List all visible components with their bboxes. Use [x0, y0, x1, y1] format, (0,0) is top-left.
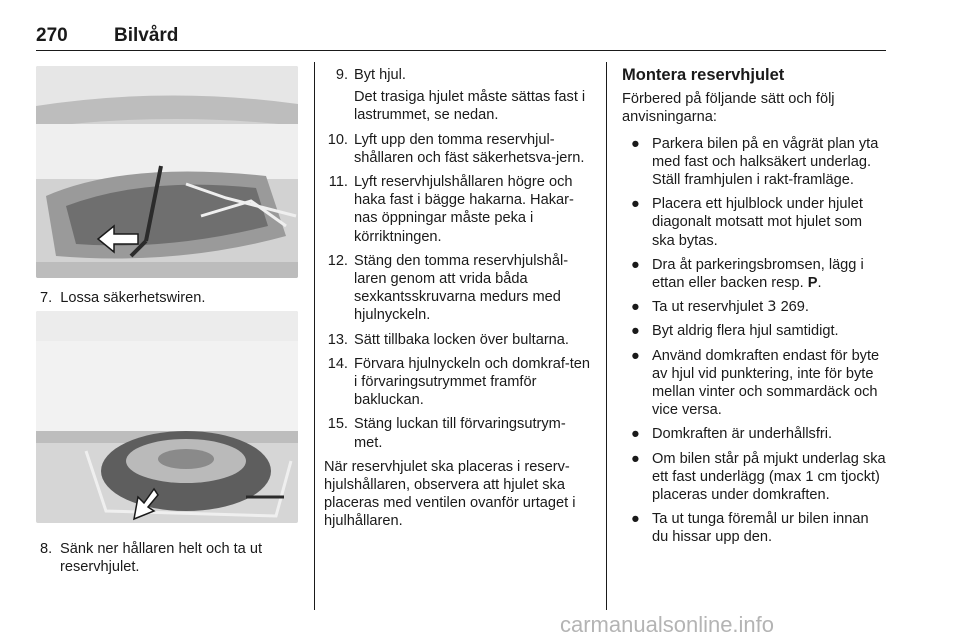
step-text: Stäng den tomma reservhjulshål-laren genom att vrida båda sexkantsskruvarna medurs med hjulnyckeln.: [354, 252, 569, 324]
caption-text: Sänk ner hållaren helt och ta ut reservhjulet.: [60, 541, 263, 576]
right-column: [622, 66, 888, 553]
figure-lower-carrier-illustration: [36, 311, 298, 523]
bullet-item: [622, 135, 888, 190]
caption-step-7: [40, 289, 205, 307]
step-number: 11.: [328, 174, 348, 191]
bullet-text: Placera ett hjulblock under hjulet diagonalt motsatt mot hjulet som ska bytas.: [652, 196, 863, 249]
bullet-icon: ●: [631, 323, 640, 340]
step-item: [324, 173, 592, 246]
section-heading: Montera reservhjulet: [622, 66, 785, 84]
step-text: Sätt tillbaka locken över bultarna.: [354, 331, 569, 348]
step-item: [324, 131, 592, 167]
bullet-icon: ●: [631, 256, 640, 273]
step-number: 9.: [335, 67, 348, 83]
bullet-text: Byt aldrig flera hjul samtidigt.: [652, 323, 839, 340]
section-intro: Förbered på följande sätt och följ anvisningarna:: [622, 91, 835, 126]
bullet-text: Dra åt parkeringsbromsen, lägg i ettan eller backen resp.: [652, 256, 864, 292]
step-text: Stäng luckan till förvaringsutrym-met.: [354, 416, 566, 451]
bullet-item: [622, 347, 888, 420]
bullet-icon: ●: [631, 426, 640, 443]
page-reference-arrow-icon: 3: [767, 298, 777, 316]
page-title: Bilvård: [114, 25, 179, 46]
bullet-item: [622, 510, 888, 546]
gear-letter: P: [807, 275, 818, 292]
bullet-icon: ●: [631, 347, 640, 364]
placement-note: När reservhjulet ska placeras i reserv-hjulshållaren, observera att hjulet ska placeras med ventilen ovanför urtaget i hjulhållaren.: [324, 458, 576, 530]
bullet-item: [622, 450, 888, 505]
step-subtext: Det trasiga hjulet måste sättas fast i lastrummet, se nedan.: [354, 89, 586, 124]
bullet-icon: ●: [631, 299, 640, 316]
step-number: 10.: [327, 131, 348, 148]
bullet-item: [622, 322, 888, 340]
step-text: Byt hjul.: [354, 67, 406, 83]
figure-safety-wire-illustration: [36, 66, 298, 278]
bullet-icon: ●: [631, 450, 640, 467]
step-number: 15.: [327, 416, 348, 433]
bullet-text: Använd domkraften endast för byte av hjul vid punktering, inte för byte mellan vinter och sommardäck och vice versa.: [652, 347, 880, 419]
caption-text: Lossa säkerhetswiren.: [60, 290, 206, 306]
bullet-text: Om bilen står på mjukt underlag ska ett fast underlägg (max 1 cm tjockt) placeras under domkraften.: [652, 450, 886, 504]
bullet-icon: ●: [631, 511, 640, 528]
bullet-text: Parkera bilen på en vågrät plan yta med fast och halksäkert underlag. Ställ framhjulen i rakt-framläge.: [652, 135, 879, 189]
step-text: Lyft upp den tomma reservhjul-shållaren och fäst säkerhetsva-jern.: [354, 131, 585, 166]
header-rule: [36, 50, 886, 51]
bullet-icon: ●: [631, 135, 640, 152]
bullet-text: Domkraften är underhållsfri.: [652, 426, 833, 443]
figure-safety-wire: [36, 66, 298, 278]
column-divider-right: [606, 62, 607, 610]
step-list: [324, 66, 592, 452]
bullet-item: [622, 298, 888, 316]
step-number: 14.: [327, 355, 348, 372]
column-divider-left: [314, 62, 315, 610]
page-number: 270: [36, 25, 68, 46]
caption-step-8: [40, 540, 300, 576]
step-item: [324, 331, 592, 349]
bullet-icon: ●: [631, 196, 640, 213]
bullet-item: [622, 256, 888, 292]
sentence-period: .: [817, 275, 822, 292]
step-text: Förvara hjulnyckeln och domkraf-ten i förvaringsutrymmet framför bakluckan.: [354, 355, 591, 409]
step-text: Lyft reservhjulshållaren högre och haka fast i bägge hakarna. Hakar-nas öppningar måste peka i körriktningen.: [354, 174, 574, 245]
step-number: 13.: [327, 331, 348, 348]
middle-column: [324, 66, 592, 531]
bullet-text: Ta ut reservhjulet: [652, 299, 764, 316]
bullet-item: [622, 425, 888, 443]
figure-lower-carrier: [36, 311, 298, 523]
watermark: carmanualsonline.info: [560, 612, 775, 637]
bullet-text: Ta ut tunga föremål ur bilen innan du hissar upp den.: [652, 511, 869, 546]
bullet-list: [622, 135, 888, 547]
caption-number: 8.: [40, 541, 53, 557]
step-number: 12.: [327, 252, 348, 269]
step-item: [324, 415, 592, 451]
step-item: [324, 66, 592, 125]
bullet-item: [622, 195, 888, 250]
step-item: [324, 252, 592, 325]
caption-number: 7.: [40, 290, 53, 306]
page-reference-link[interactable]: 269.: [780, 299, 809, 316]
step-item: [324, 355, 592, 410]
